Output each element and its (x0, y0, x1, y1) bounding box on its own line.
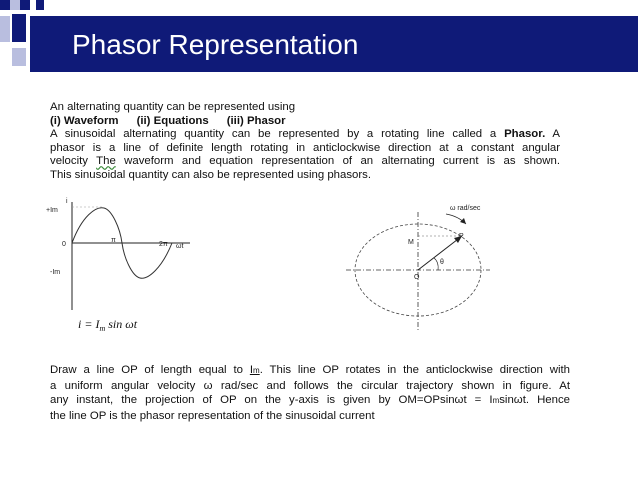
explanation-line: a uniform angular velocity ω rad/sec and follows the circular trajectory shown in figure. At (50, 379, 570, 392)
decor-square (12, 14, 26, 42)
theta-label: θ (440, 259, 444, 266)
decor-square (20, 0, 30, 10)
form-waveform: (i) Waveform (50, 114, 119, 127)
intro-line: phasor is a line of definite length rotating in anticlockwise direction at a constant angular (50, 141, 560, 154)
phasor-diagram (338, 198, 508, 338)
intro-line: This sinusoidal quantity can also be represented using phasors. (50, 168, 372, 181)
explanation-line: any instant, the projection of OP on the y-axis is given by OM=OPsinωt = Imsinωt. Hence (50, 394, 571, 407)
omega-label: ω rad/sec (450, 205, 481, 212)
waveform-pos-label: +Im (46, 207, 58, 214)
intro-text (50, 101, 560, 183)
waveform-origin-label: 0 (62, 241, 66, 248)
waveform-y-axis-label: i (66, 198, 68, 205)
waveform-neg-label: -Im (50, 269, 61, 276)
decor-square (12, 48, 26, 66)
intro-line: An alternating quantity can be represented using (50, 101, 296, 113)
p-label: P (459, 233, 464, 240)
slide-title: Phasor Representation (72, 29, 359, 60)
intro-line: velocity The waveform and equation representation of an alternating current is as shown. (50, 155, 560, 168)
form-equations: (ii) Equations (136, 114, 209, 127)
decor-square (36, 0, 44, 10)
current-equation: $i = I_m$ sin ωt (78, 317, 138, 333)
waveform-2pi-label: 2π (159, 241, 168, 248)
decor-square (0, 16, 10, 42)
explanation-line: the line OP is the phasor representation of the sinusoidal current (50, 409, 375, 422)
decor-square (0, 0, 10, 10)
forms-line (50, 115, 560, 129)
explanation-text (50, 363, 570, 423)
form-phasor: (iii) Phasor (226, 114, 286, 127)
m-label: M (408, 239, 414, 246)
o-label: O (414, 274, 420, 281)
intro-line: A sinusoidal alternating quantity can be represented by a rotating line called a Phasor. A (50, 128, 560, 141)
waveform-x-axis-label: ωt (176, 243, 184, 250)
theta-arc (434, 258, 438, 270)
decor-square (10, 0, 20, 10)
explanation-line: Draw a line OP of length equal to Im. This line OP rotates in the anticlockwise direction with (50, 364, 570, 376)
waveform-diagram (44, 196, 204, 314)
waveform-pi-label: π (111, 237, 116, 244)
rotation-arrow-head (460, 218, 466, 224)
